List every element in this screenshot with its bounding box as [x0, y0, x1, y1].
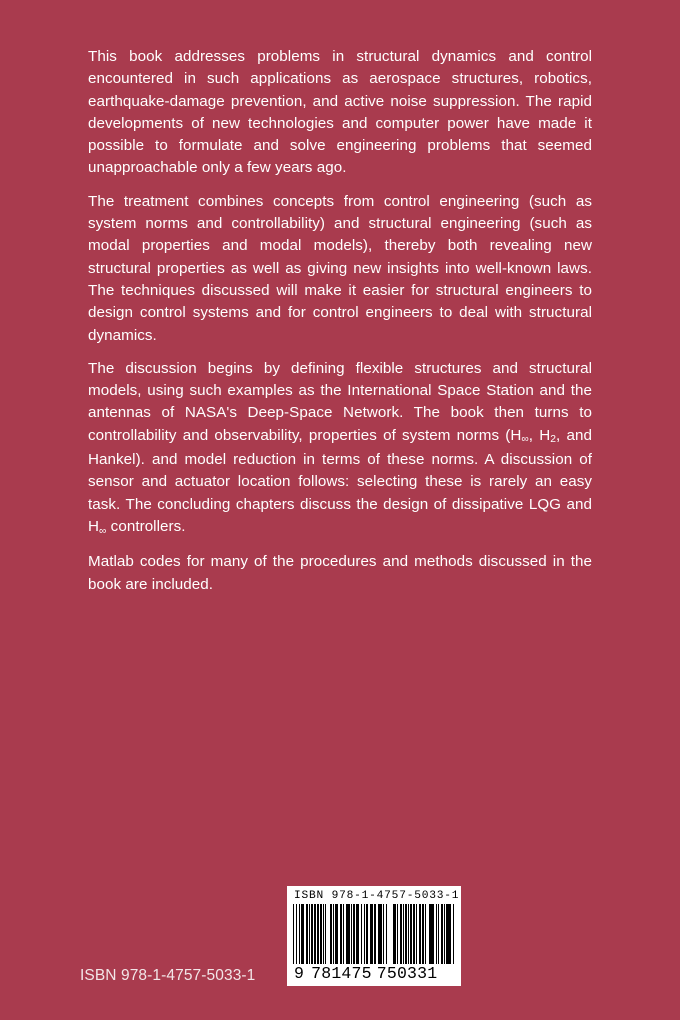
blurb-p3-seg-7: controllers. — [106, 517, 186, 535]
blurb-paragraph-3 — [88, 358, 592, 540]
blurb-paragraph-2: The treatment combines concepts from control engineering (such as system norms and controllability) and structural engineering (such as modal properties and modal models), thereby both revealing new structural properties as well as giving new insights into well-known laws. The techniques discussed will make it easier for structural engineers to design control systems and for control engineers to deal with structural dynamics. — [88, 192, 592, 344]
blurb-p3-seg-3: , H — [528, 426, 551, 444]
isbn-footer-label: ISBN 978-1-4757-5033-1 — [80, 967, 256, 984]
barcode-digit-group-2: 750331 — [376, 964, 438, 983]
blurb-text-block — [88, 46, 592, 596]
blurb-p3-seg-5: , and Hankel). and model reduction in terms of these norms. A discussion of sensor and actuator location follows: selecting these is rarely an easy task. The concluding chapters discuss the design of dissipative LQG and H — [88, 426, 593, 535]
barcode-isbn-caption: ISBN 978-1-4757-5033-1 — [294, 890, 460, 902]
h-infinity-subscript-1: ∞ — [521, 434, 529, 446]
barcode-bars — [293, 904, 455, 964]
isbn-barcode — [287, 886, 461, 986]
barcode-digit-group-1: 781475 — [311, 964, 372, 983]
barcode-digits — [293, 964, 455, 983]
blurb-p3-seg-1: The discussion begins by defining flexible structures and structural models, using such examples as the International Space Station and the antennas of NASA's Deep-Space Network. The book then turns to controllability and observability, properties of system norms (H — [88, 359, 592, 444]
blurb-paragraph-1: This book addresses problems in structural dynamics and control encountered in such applications as aerospace structures, robotics, earthquake-damage prevention, and active noise suppression. The rapid developments of new technologies and computer power have made it possible to formulate and solve engineering problems that seemed unapproachable only a few years ago. — [88, 48, 592, 177]
barcode-digit-lead: 9 — [294, 964, 305, 983]
blurb-paragraph-4: Matlab codes for many of the procedures and methods discussed in the book are included. — [88, 553, 592, 593]
h-two-subscript: 2 — [550, 434, 557, 446]
barcode-bar — [453, 904, 454, 964]
h-infinity-subscript-2: ∞ — [99, 525, 107, 537]
